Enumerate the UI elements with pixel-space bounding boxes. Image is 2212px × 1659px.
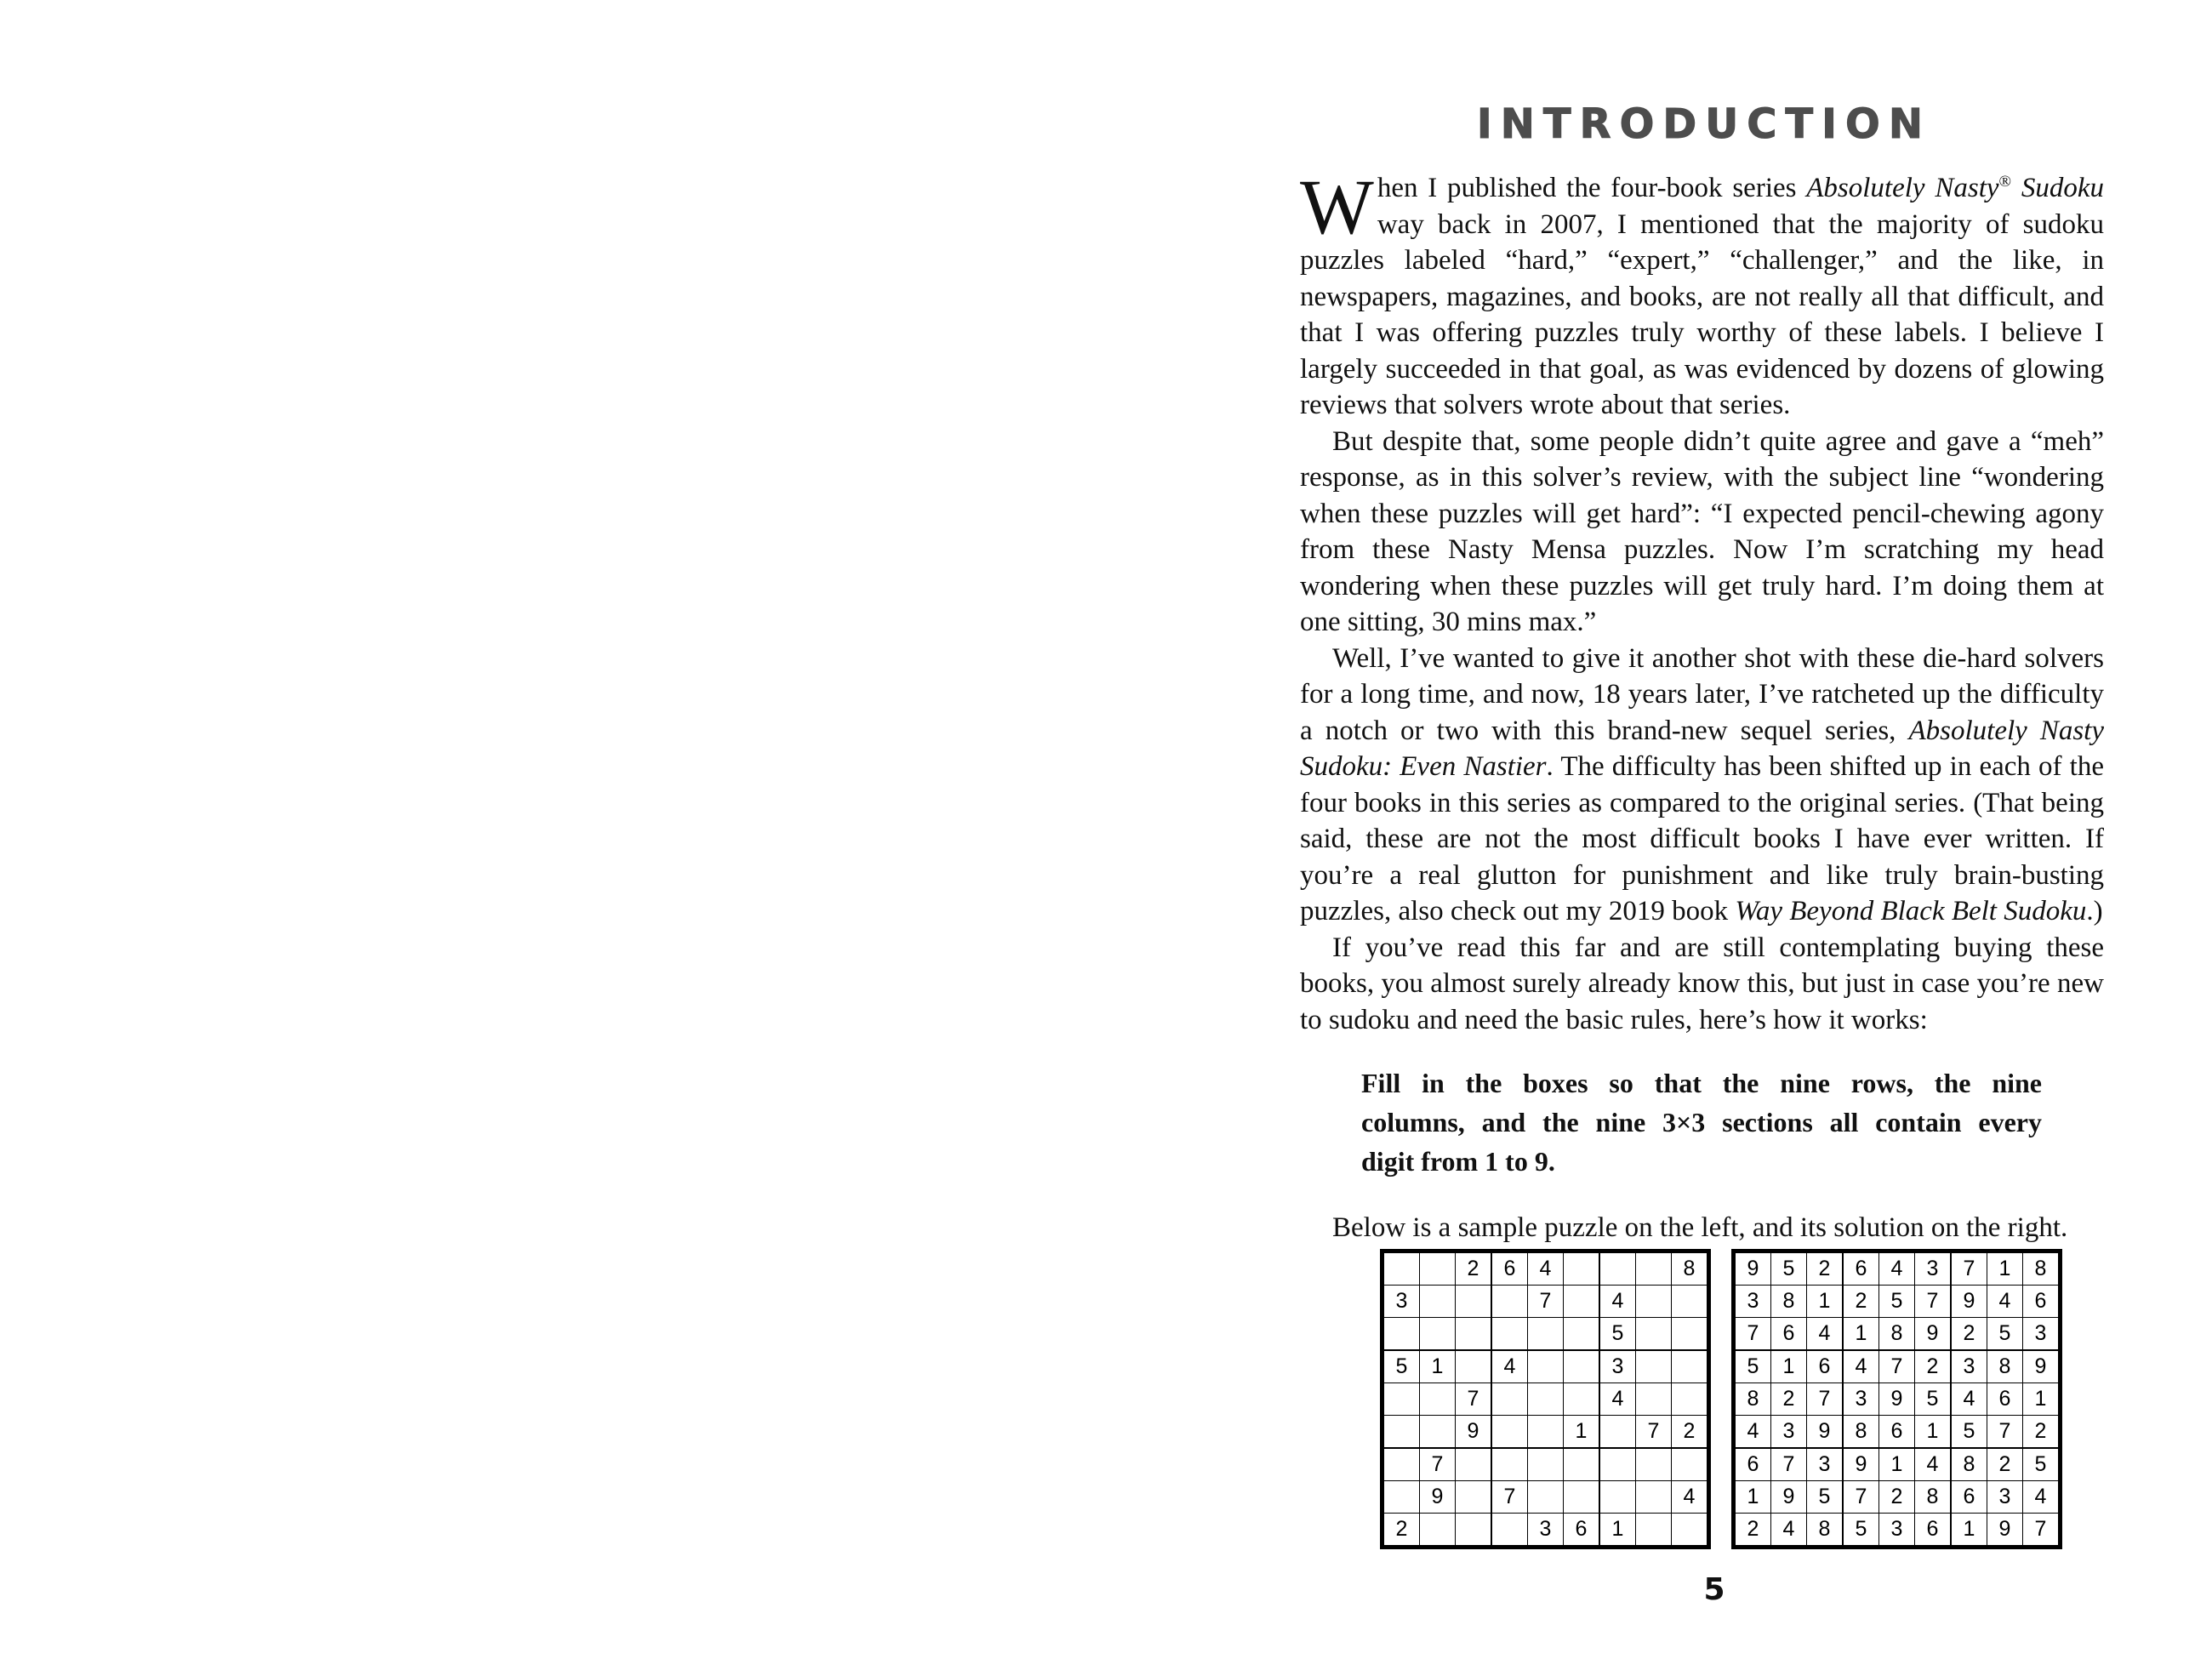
sudoku-cell[interactable]: 3 xyxy=(1915,1252,1952,1286)
sudoku-row xyxy=(1383,1252,1707,1286)
sudoku-cell[interactable] xyxy=(1491,1448,1528,1481)
sudoku-row xyxy=(1735,1350,2059,1383)
sudoku-cell[interactable] xyxy=(1420,1416,1456,1449)
page-title: INTRODUCTION xyxy=(1476,100,1931,148)
sudoku-cell[interactable]: 7 xyxy=(1879,1350,1915,1383)
sudoku-cell[interactable]: 7 xyxy=(1771,1448,1807,1481)
sudoku-row xyxy=(1735,1318,2059,1351)
sudoku-cell[interactable]: 2 xyxy=(1987,1448,2023,1481)
sudoku-cell[interactable]: 9 xyxy=(1987,1514,2023,1547)
sudoku-cell[interactable]: 8 xyxy=(2023,1252,2060,1286)
sudoku-cell[interactable] xyxy=(1528,1350,1564,1383)
sudoku-cell[interactable]: 9 xyxy=(1915,1318,1952,1351)
sudoku-cell[interactable]: 2 xyxy=(1771,1383,1807,1416)
rules-line-2: columns, and the nine 3×3 sections all contain every xyxy=(1361,1107,2042,1137)
sudoku-cell[interactable] xyxy=(1383,1383,1420,1416)
sudoku-cell[interactable]: 6 xyxy=(1843,1252,1879,1286)
sudoku-cell[interactable]: 9 xyxy=(1735,1252,1771,1286)
sudoku-row xyxy=(1735,1448,2059,1481)
sudoku-cell[interactable]: 6 xyxy=(2023,1286,2060,1318)
sudoku-cell[interactable]: 1 xyxy=(1843,1318,1879,1351)
sudoku-cell[interactable]: 7 xyxy=(1807,1383,1844,1416)
paragraph-3 xyxy=(1300,641,2104,930)
sudoku-cell[interactable]: 7 xyxy=(1636,1416,1672,1449)
sudoku-cell[interactable] xyxy=(1491,1318,1528,1351)
sudoku-cell[interactable]: 4 xyxy=(1771,1514,1807,1547)
sudoku-cell[interactable] xyxy=(1491,1416,1528,1449)
sudoku-cell[interactable]: 8 xyxy=(1771,1286,1807,1318)
sudoku-cell[interactable]: 4 xyxy=(1672,1481,1708,1514)
sudoku-cell[interactable] xyxy=(1528,1383,1564,1416)
drop-cap: W xyxy=(1300,163,1374,250)
sudoku-row xyxy=(1735,1383,2059,1416)
sudoku-cell[interactable] xyxy=(1636,1252,1672,1286)
sudoku-cell[interactable]: 1 xyxy=(1564,1416,1600,1449)
sudoku-cell[interactable]: 3 xyxy=(1383,1286,1420,1318)
sudoku-row xyxy=(1383,1286,1707,1318)
sudoku-cell[interactable]: 4 xyxy=(1915,1448,1952,1481)
sudoku-cell[interactable]: 4 xyxy=(1843,1350,1879,1383)
sample-grids xyxy=(1380,1249,2086,1555)
sudoku-cell[interactable]: 2 xyxy=(1735,1514,1771,1547)
sudoku-cell[interactable] xyxy=(1420,1318,1456,1351)
sudoku-cell[interactable]: 9 xyxy=(1456,1416,1492,1449)
sudoku-cell[interactable]: 9 xyxy=(2023,1350,2060,1383)
sudoku-cell[interactable]: 4 xyxy=(1879,1252,1915,1286)
sudoku-cell[interactable]: 1 xyxy=(1879,1448,1915,1481)
sudoku-cell[interactable] xyxy=(1528,1416,1564,1449)
sudoku-cell[interactable]: 3 xyxy=(2023,1318,2060,1351)
paragraph-2-text: But despite that, some people didn’t quite agree and gave a “meh” response, as in this solver’s review, with the subject line “wondering when these puzzles will get hard”: “I expected pencil-chewing agony from these Nasty Mensa puzzles. Now I’m scratching my head wondering when these puzzles will get truly hard. I’m doing them at one sitting, 30 mins max.” xyxy=(1300,425,2104,637)
sudoku-cell[interactable]: 3 xyxy=(1735,1286,1771,1318)
sudoku-cell[interactable]: 1 xyxy=(1735,1481,1771,1514)
sudoku-solution-grid xyxy=(1731,1249,2062,1549)
sudoku-cell[interactable]: 7 xyxy=(1528,1286,1564,1318)
paragraph-4 xyxy=(1300,930,2104,1039)
sudoku-cell[interactable] xyxy=(1420,1383,1456,1416)
sudoku-cell[interactable]: 2 xyxy=(1951,1318,1987,1351)
sudoku-cell[interactable]: 7 xyxy=(1843,1481,1879,1514)
puzzle-table xyxy=(1382,1251,1708,1547)
sudoku-cell[interactable]: 7 xyxy=(1456,1383,1492,1416)
sudoku-row xyxy=(1383,1350,1707,1383)
sudoku-cell[interactable]: 1 xyxy=(1420,1350,1456,1383)
sudoku-cell[interactable]: 4 xyxy=(1951,1383,1987,1416)
sudoku-cell[interactable]: 7 xyxy=(1491,1481,1528,1514)
solution-table xyxy=(1734,1251,2060,1547)
sudoku-cell[interactable]: 4 xyxy=(1599,1286,1636,1318)
sudoku-puzzle-grid xyxy=(1380,1249,1711,1549)
sudoku-cell[interactable]: 2 xyxy=(1843,1286,1879,1318)
sudoku-cell[interactable]: 6 xyxy=(1951,1481,1987,1514)
sudoku-cell[interactable] xyxy=(1420,1286,1456,1318)
rules-blockquote xyxy=(1361,1063,2042,1181)
paragraph-3-text: Well, I’ve wanted to give it another shot with these die-hard solvers for a long time, and now, 18 years later, I’ve ratcheted up the difficulty a notch or two with this brand-new sequel series, Absolutely Nasty Sudoku: Even Nastier. The difficulty has been shifted up in each of the four books in this series as compared to the original series. (That being said, these are not the most difficult books I have ever written. If you’re a real glutton for punishment and like truly brain-busting puzzles, also check out my 2019 book Way Beyond Black Belt Sudoku.) xyxy=(1300,642,2104,926)
sudoku-cell[interactable]: 1 xyxy=(1807,1286,1844,1318)
body-text-column xyxy=(1300,163,2105,1246)
sudoku-cell[interactable]: 2 xyxy=(1383,1514,1420,1547)
paragraph-4-text: If you’ve read this far and are still contemplating buying these books, you almost surely already know this, but just in case you’re new to sudoku and need the basic rules, here’s how it works: xyxy=(1300,932,2104,1035)
sudoku-cell[interactable] xyxy=(1383,1481,1420,1514)
sudoku-cell[interactable]: 7 xyxy=(2023,1514,2060,1547)
sudoku-cell[interactable]: 9 xyxy=(1951,1286,1987,1318)
sudoku-cell[interactable]: 5 xyxy=(1599,1318,1636,1351)
sudoku-cell[interactable]: 5 xyxy=(1879,1286,1915,1318)
sudoku-cell[interactable]: 3 xyxy=(1951,1350,1987,1383)
paragraph-1-text: hen I published the four-book series Absolutely Nasty® Sudoku way back in 2007, I mentioned that the majority of sudoku puzzles labeled “hard,” “expert,” “challenger,” and the like, in newspapers, magazines, and books, are not really all that difficult, and that I was offering puzzles truly worthy of these labels. I believe I largely succeeded in that goal, as was evidenced by dozens of glowing reviews that solvers wrote about that series. xyxy=(1300,173,2105,420)
sudoku-cell[interactable]: 8 xyxy=(1915,1481,1952,1514)
sudoku-row xyxy=(1383,1448,1707,1481)
sudoku-row xyxy=(1735,1481,2059,1514)
sudoku-cell[interactable]: 4 xyxy=(1735,1416,1771,1449)
sudoku-cell[interactable]: 1 xyxy=(1987,1252,2023,1286)
sudoku-cell[interactable]: 6 xyxy=(1987,1383,2023,1416)
sudoku-cell[interactable]: 3 xyxy=(1528,1514,1564,1547)
sudoku-cell[interactable]: 5 xyxy=(2023,1448,2060,1481)
sudoku-cell[interactable]: 4 xyxy=(1807,1318,1844,1351)
sudoku-cell[interactable]: 2 xyxy=(1456,1252,1492,1286)
sudoku-cell[interactable]: 6 xyxy=(1564,1514,1600,1547)
sudoku-cell[interactable] xyxy=(1636,1318,1672,1351)
sudoku-cell[interactable] xyxy=(1491,1514,1528,1547)
sudoku-cell[interactable] xyxy=(1528,1448,1564,1481)
sudoku-cell[interactable]: 8 xyxy=(1951,1448,1987,1481)
sudoku-cell[interactable]: 9 xyxy=(1879,1383,1915,1416)
sudoku-cell[interactable]: 1 xyxy=(1951,1514,1987,1547)
sample-caption: Below is a sample puzzle on the left, and its solution on the right. xyxy=(1332,1212,2068,1243)
sudoku-cell[interactable] xyxy=(1456,1481,1492,1514)
sudoku-cell[interactable]: 7 xyxy=(1915,1286,1952,1318)
sudoku-cell[interactable]: 3 xyxy=(1987,1481,2023,1514)
sudoku-cell[interactable] xyxy=(1564,1350,1600,1383)
sudoku-cell[interactable] xyxy=(1491,1286,1528,1318)
sudoku-cell[interactable]: 1 xyxy=(1599,1514,1636,1547)
sudoku-cell[interactable] xyxy=(1564,1383,1600,1416)
sudoku-cell[interactable]: 3 xyxy=(1771,1416,1807,1449)
sudoku-cell[interactable]: 1 xyxy=(1915,1416,1952,1449)
sudoku-cell[interactable] xyxy=(1383,1318,1420,1351)
sudoku-cell[interactable] xyxy=(1528,1318,1564,1351)
sudoku-row xyxy=(1383,1318,1707,1351)
sudoku-cell[interactable] xyxy=(1672,1448,1708,1481)
sudoku-row xyxy=(1735,1286,2059,1318)
sudoku-cell[interactable]: 5 xyxy=(1807,1481,1844,1514)
sudoku-cell[interactable]: 3 xyxy=(1843,1383,1879,1416)
sudoku-cell[interactable]: 3 xyxy=(1879,1514,1915,1547)
sudoku-cell[interactable]: 4 xyxy=(1528,1252,1564,1286)
sudoku-cell[interactable]: 2 xyxy=(1672,1416,1708,1449)
sudoku-cell[interactable]: 4 xyxy=(2023,1481,2060,1514)
sudoku-cell[interactable] xyxy=(1672,1514,1708,1547)
sudoku-cell[interactable]: 6 xyxy=(1807,1350,1844,1383)
sudoku-cell[interactable]: 5 xyxy=(1987,1318,2023,1351)
page-number: 5 xyxy=(1703,1572,1725,1607)
sudoku-cell[interactable]: 8 xyxy=(1843,1416,1879,1449)
sudoku-cell[interactable] xyxy=(1672,1286,1708,1318)
sudoku-cell[interactable] xyxy=(1599,1252,1636,1286)
sudoku-cell[interactable]: 1 xyxy=(2023,1383,2060,1416)
sudoku-cell[interactable] xyxy=(1456,1514,1492,1547)
sudoku-cell[interactable] xyxy=(1528,1481,1564,1514)
sudoku-row xyxy=(1383,1416,1707,1449)
sudoku-cell[interactable]: 2 xyxy=(1807,1252,1844,1286)
sudoku-row xyxy=(1383,1383,1707,1416)
sudoku-row xyxy=(1735,1252,2059,1286)
rules-line-1: Fill in the boxes so that the nine rows, the nine xyxy=(1361,1068,2042,1098)
sudoku-cell[interactable]: 5 xyxy=(1383,1350,1420,1383)
sudoku-cell[interactable]: 3 xyxy=(1599,1350,1636,1383)
sudoku-cell[interactable]: 8 xyxy=(1735,1383,1771,1416)
sudoku-cell[interactable]: 2 xyxy=(1879,1481,1915,1514)
sudoku-cell[interactable] xyxy=(1564,1286,1600,1318)
sudoku-cell[interactable] xyxy=(1599,1448,1636,1481)
paragraph-2 xyxy=(1300,424,2104,641)
sudoku-cell[interactable] xyxy=(1383,1252,1420,1286)
sudoku-cell[interactable]: 5 xyxy=(1735,1350,1771,1383)
sudoku-cell[interactable]: 1 xyxy=(1771,1350,1807,1383)
sudoku-cell[interactable]: 3 xyxy=(1807,1448,1844,1481)
sudoku-cell[interactable]: 2 xyxy=(1915,1350,1952,1383)
sudoku-cell[interactable] xyxy=(1636,1514,1672,1547)
sudoku-cell[interactable]: 4 xyxy=(1987,1286,2023,1318)
sudoku-cell[interactable] xyxy=(1420,1252,1456,1286)
sudoku-cell[interactable] xyxy=(1456,1286,1492,1318)
sudoku-cell[interactable] xyxy=(1636,1383,1672,1416)
sudoku-cell[interactable]: 7 xyxy=(1735,1318,1771,1351)
sudoku-cell[interactable] xyxy=(1383,1448,1420,1481)
sudoku-cell[interactable]: 9 xyxy=(1771,1481,1807,1514)
sudoku-row xyxy=(1735,1514,2059,1547)
sudoku-cell[interactable]: 7 xyxy=(1987,1416,2023,1449)
sudoku-cell[interactable]: 6 xyxy=(1735,1448,1771,1481)
sudoku-cell[interactable]: 5 xyxy=(1915,1383,1952,1416)
sudoku-cell[interactable] xyxy=(1636,1286,1672,1318)
sudoku-cell[interactable]: 8 xyxy=(1879,1318,1915,1351)
sudoku-cell[interactable] xyxy=(1564,1481,1600,1514)
sudoku-row xyxy=(1383,1514,1707,1547)
sudoku-cell[interactable] xyxy=(1456,1318,1492,1351)
sudoku-cell[interactable]: 7 xyxy=(1420,1448,1456,1481)
sudoku-cell[interactable]: 6 xyxy=(1879,1416,1915,1449)
sudoku-cell[interactable]: 5 xyxy=(1951,1416,1987,1449)
sudoku-cell[interactable] xyxy=(1456,1448,1492,1481)
sudoku-cell[interactable] xyxy=(1456,1350,1492,1383)
sudoku-cell[interactable] xyxy=(1636,1350,1672,1383)
sudoku-cell[interactable]: 6 xyxy=(1491,1252,1528,1286)
sudoku-cell[interactable] xyxy=(1672,1350,1708,1383)
sudoku-cell[interactable]: 5 xyxy=(1771,1252,1807,1286)
sudoku-row xyxy=(1735,1416,2059,1449)
sudoku-cell[interactable] xyxy=(1599,1416,1636,1449)
sudoku-cell[interactable]: 8 xyxy=(1672,1252,1708,1286)
sudoku-cell[interactable]: 7 xyxy=(1951,1252,1987,1286)
sudoku-cell[interactable]: 9 xyxy=(1843,1448,1879,1481)
sudoku-cell[interactable]: 4 xyxy=(1599,1383,1636,1416)
sudoku-cell[interactable] xyxy=(1491,1383,1528,1416)
sudoku-cell[interactable]: 8 xyxy=(1807,1514,1844,1547)
sudoku-cell[interactable] xyxy=(1636,1448,1672,1481)
sudoku-cell[interactable] xyxy=(1672,1318,1708,1351)
sudoku-cell[interactable] xyxy=(1599,1481,1636,1514)
sudoku-cell[interactable]: 2 xyxy=(2023,1416,2060,1449)
sudoku-cell[interactable]: 9 xyxy=(1420,1481,1456,1514)
sudoku-cell[interactable]: 6 xyxy=(1771,1318,1807,1351)
sudoku-cell[interactable]: 9 xyxy=(1807,1416,1844,1449)
sudoku-cell[interactable] xyxy=(1564,1252,1600,1286)
paragraph-1 xyxy=(1300,163,2105,424)
sudoku-cell[interactable]: 8 xyxy=(1987,1350,2023,1383)
sudoku-cell[interactable] xyxy=(1420,1514,1456,1547)
sudoku-cell[interactable] xyxy=(1636,1481,1672,1514)
sudoku-cell[interactable] xyxy=(1672,1383,1708,1416)
rules-line-3: digit from 1 to 9. xyxy=(1361,1146,1555,1177)
sudoku-cell[interactable]: 5 xyxy=(1843,1514,1879,1547)
sudoku-cell[interactable] xyxy=(1383,1416,1420,1449)
sudoku-row xyxy=(1383,1481,1707,1514)
sudoku-cell[interactable] xyxy=(1564,1318,1600,1351)
sudoku-cell[interactable] xyxy=(1564,1448,1600,1481)
sudoku-cell[interactable]: 6 xyxy=(1915,1514,1952,1547)
sudoku-cell[interactable]: 4 xyxy=(1491,1350,1528,1383)
